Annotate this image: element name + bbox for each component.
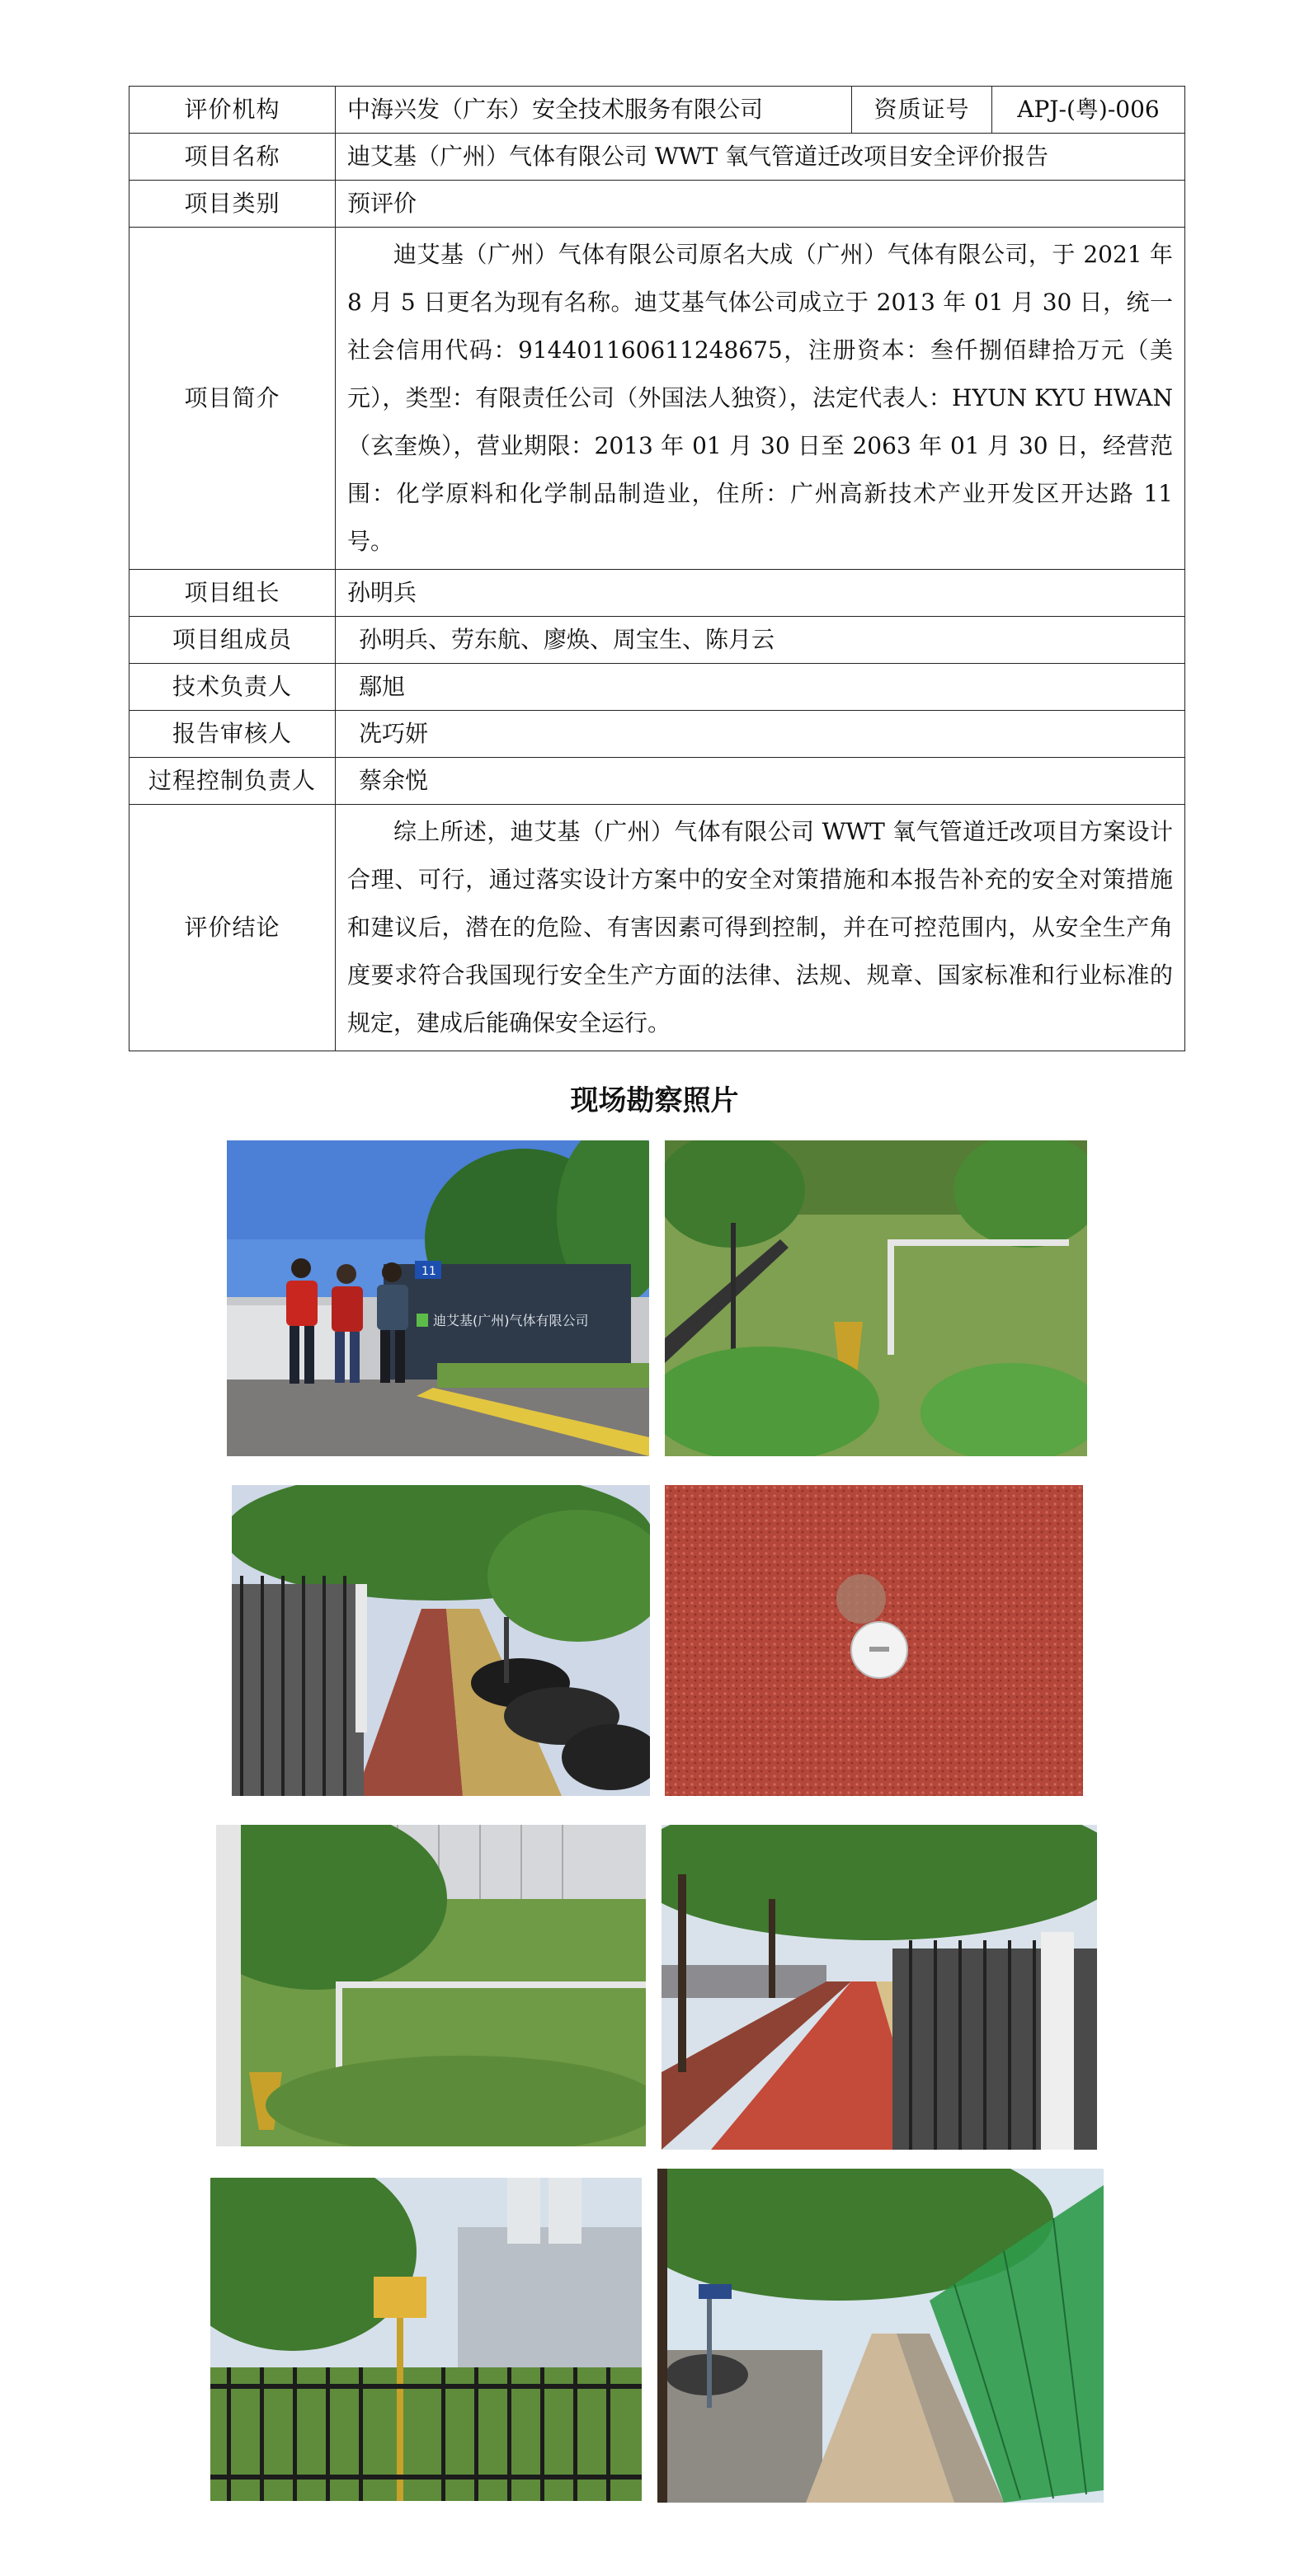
summary-label: 项目简介 xyxy=(129,228,336,570)
category-label: 项目类别 xyxy=(129,181,336,228)
photo-red-path-fence xyxy=(662,1825,1097,2150)
project-name-label: 项目名称 xyxy=(129,134,336,181)
org-value: 中海兴发（广东）安全技术服务有限公司 xyxy=(336,87,852,134)
row-leader xyxy=(129,570,1185,617)
photo-pipe-marker-grass xyxy=(665,1140,1087,1456)
project-name-value: 迪艾基（广州）气体有限公司 WWT 氧气管道迁改项目安全评价报告 xyxy=(336,134,1185,181)
process-label: 过程控制负责人 xyxy=(129,758,336,805)
row-conclusion xyxy=(129,805,1185,1051)
photo-street-mesh-fence xyxy=(657,2169,1104,2503)
tech-value: 鄢旭 xyxy=(336,664,1185,711)
cert-label: 资质证号 xyxy=(852,87,992,134)
cert-value: APJ-(粤)-006 xyxy=(992,87,1185,134)
reviewer-value: 冼巧妍 xyxy=(336,711,1185,758)
members-label: 项目组成员 xyxy=(129,617,336,664)
photo-sign-fence-plant xyxy=(210,2178,642,2501)
photo-sidewalk-motorcycles xyxy=(232,1485,650,1796)
row-reviewer xyxy=(129,711,1185,758)
photo-red-gravel-marker xyxy=(665,1485,1083,1796)
row-org xyxy=(129,87,1185,134)
row-project-name xyxy=(129,134,1185,181)
process-value: 蔡余悦 xyxy=(336,758,1185,805)
row-category xyxy=(129,181,1185,228)
evaluation-info-table xyxy=(129,86,1185,1051)
tech-label: 技术负责人 xyxy=(129,664,336,711)
row-summary xyxy=(129,228,1185,570)
conclusion-label: 评价结论 xyxy=(129,805,336,1051)
gate-sign-text: 迪艾基(广州)气体有限公司 xyxy=(433,1313,589,1328)
leader-value: 孙明兵 xyxy=(336,570,1185,617)
members-value: 孙明兵、劳东航、廖焕、周宝生、陈月云 xyxy=(336,617,1185,664)
photo-pipe-grass-trees xyxy=(216,1825,646,2146)
row-members xyxy=(129,617,1185,664)
gate-number: 11 xyxy=(421,1265,436,1278)
category-value: 预评价 xyxy=(336,181,1185,228)
leader-label: 项目组长 xyxy=(129,570,336,617)
row-tech xyxy=(129,664,1185,711)
photo-gate-team xyxy=(227,1140,649,1456)
conclusion-value: 综上所述，迪艾基（广州）气体有限公司 WWT 氧气管道迁改项目方案设计合理、可行，通过落实设计方案中的安全对策措施和本报告补充的安全对策措施和建议后，潜在的危险、有害因素可得到控制，并在可控范围内，从安全生产角度要求符合我国现行安全生产方面的法律、法规、规章、国家标准和行业标准的规定，建成后能确保安全运行。 xyxy=(336,805,1185,1051)
photos-section-title: 现场勘察照片 xyxy=(570,1084,739,1117)
reviewer-label: 报告审核人 xyxy=(129,711,336,758)
org-label: 评价机构 xyxy=(129,87,336,134)
row-process xyxy=(129,758,1185,805)
summary-value: 迪艾基（广州）气体有限公司原名大成（广州）气体有限公司，于 2021 年 8 月 5 日更名为现有名称。迪艾基气体公司成立于 2013 年 01 月 30 日，统一社会信用代码：914401160611248675，注册资本：叁仟捌佰肆拾万元（美元），类型：有限责任公司（外国法人独资），法定代表人：HYUN KYU HWAN（玄奎焕），营业期限：2013 年 01 月 30 日至 2063 年 01 月 30 日，经营范围：化学原料和化学制品制造业，住所：广州高新技术产业开发区开达路 11 号。 xyxy=(336,228,1185,570)
